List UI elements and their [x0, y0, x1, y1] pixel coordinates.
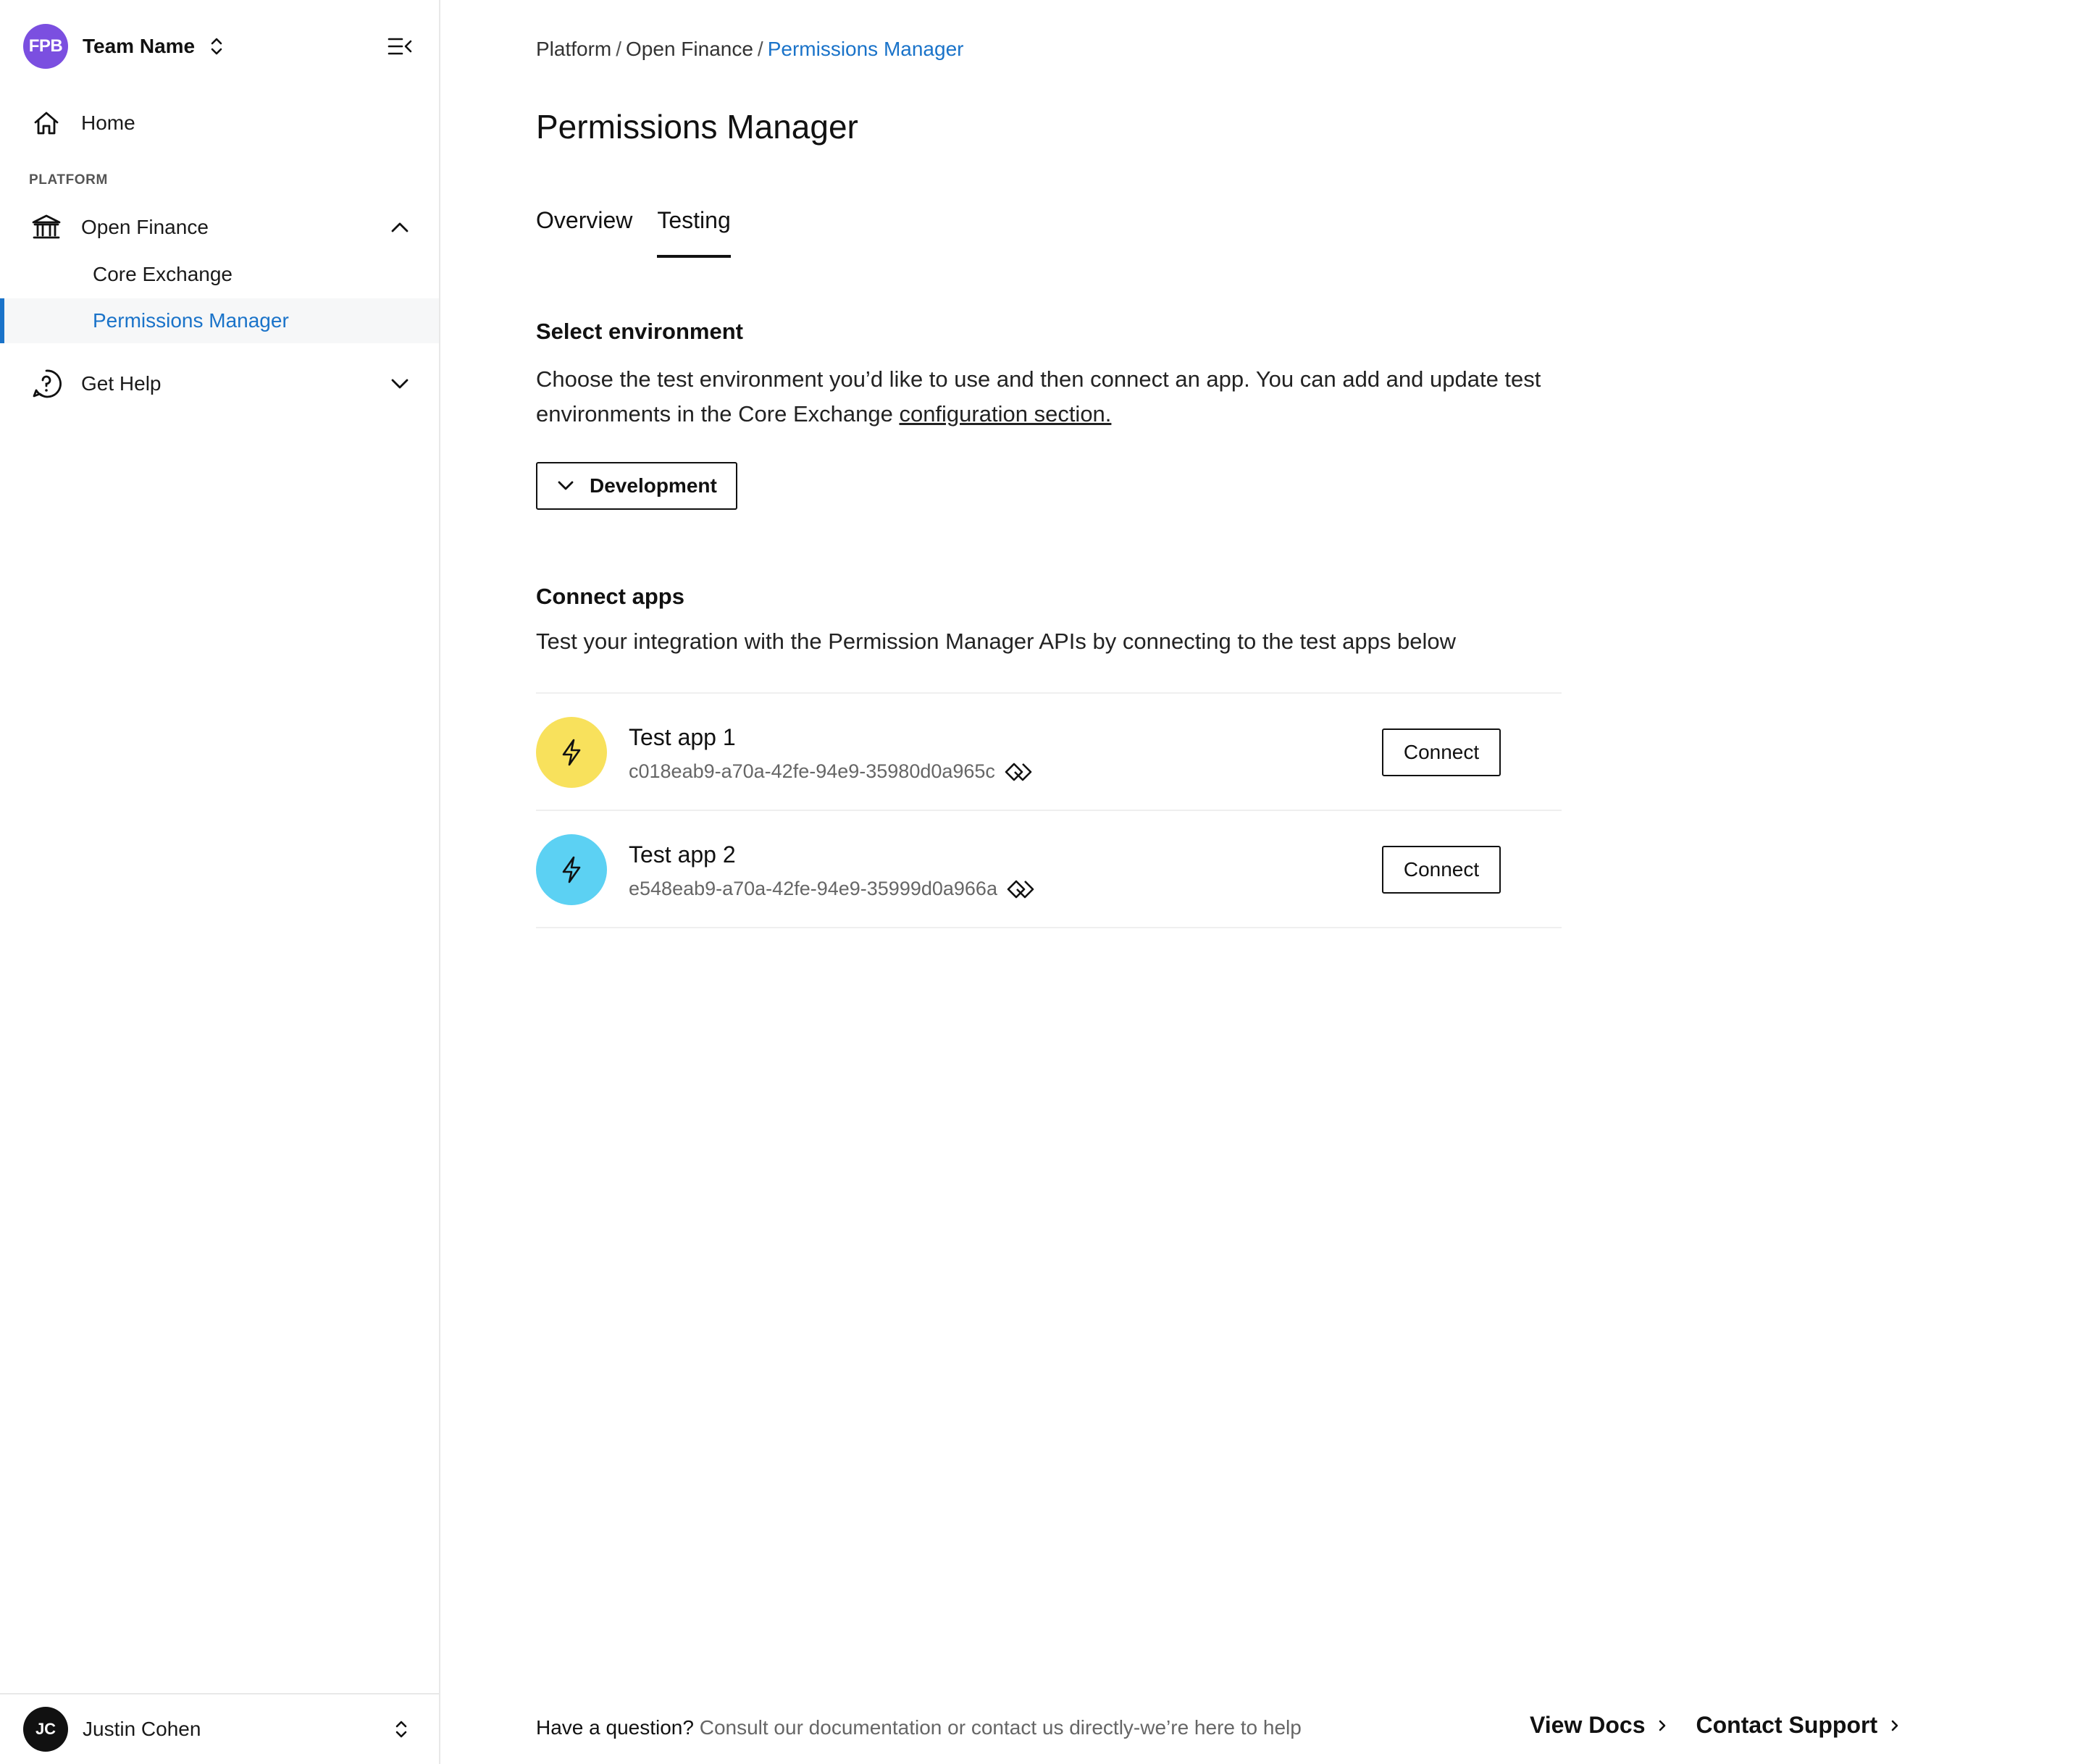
- environment-dropdown[interactable]: [536, 462, 737, 510]
- sidebar-item-label: Get Help: [81, 372, 162, 395]
- chevron-down-icon[interactable]: [388, 372, 411, 395]
- select-environment-description: [536, 362, 1550, 432]
- app-list: [536, 692, 1562, 928]
- tab-testing[interactable]: Testing: [657, 207, 730, 258]
- app-name: Test app 1: [629, 724, 736, 750]
- user-name: Justin Cohen: [83, 1718, 201, 1740]
- sidebar-item-label: Permissions Manager: [93, 309, 289, 332]
- select-environment-heading: Select environment: [536, 319, 743, 344]
- app-name: Test app 2: [629, 841, 736, 868]
- up-down-chevron-icon: [209, 34, 227, 59]
- tab-overview[interactable]: Overview: [536, 207, 633, 233]
- sidebar-item-label: Home: [81, 112, 135, 134]
- team-switcher[interactable]: [23, 23, 227, 70]
- sidebar-item-get-help[interactable]: [0, 361, 439, 407]
- help-icon: [30, 368, 62, 400]
- contact-support-link[interactable]: [1696, 1712, 1902, 1739]
- app-id: [629, 878, 1035, 900]
- list-item: [536, 694, 1562, 811]
- footer-links: [1530, 1712, 1928, 1739]
- sidebar-item-label: Core Exchange: [93, 263, 233, 285]
- section-label: PLATFORM: [29, 172, 108, 188]
- breadcrumb-platform[interactable]: Platform: [536, 38, 612, 60]
- copy-icon[interactable]: [1006, 878, 1035, 900]
- configuration-section-link[interactable]: configuration section.: [899, 401, 1112, 427]
- list-item: [536, 811, 1562, 928]
- chevron-down-icon: [556, 476, 575, 495]
- chevron-up-icon[interactable]: [388, 216, 411, 239]
- lightning-icon: [536, 717, 607, 788]
- app-id-text: e548eab9-a70a-42fe-94e9-35999d0a966a: [629, 878, 997, 899]
- connect-button[interactable]: Connect: [1382, 846, 1501, 894]
- sidebar: [0, 0, 440, 1764]
- sidebar-item-core-exchange[interactable]: [0, 252, 439, 297]
- footer-answer: Consult our documentation or contact us directly-we’re here to help: [699, 1716, 1302, 1739]
- sidebar-item-label: Open Finance: [81, 216, 209, 238]
- team-name: Team Name: [83, 35, 196, 57]
- breadcrumb-current: Permissions Manager: [767, 38, 964, 60]
- page-title: Permissions Manager: [536, 108, 858, 146]
- footer-help-text: [536, 1716, 1302, 1739]
- breadcrumb-open-finance[interactable]: Open Finance: [626, 38, 753, 60]
- collapse-sidebar-icon[interactable]: [387, 33, 413, 59]
- copy-icon[interactable]: [1004, 761, 1033, 783]
- breadcrumb-separator: /: [616, 38, 622, 60]
- view-docs-link[interactable]: [1530, 1712, 1670, 1739]
- footer-question: Have a question?: [536, 1716, 694, 1739]
- environment-selected-value: Development: [590, 474, 717, 497]
- breadcrumb-separator: /: [757, 38, 763, 60]
- chevron-right-icon: [1658, 1718, 1670, 1734]
- app-id: [629, 760, 1033, 783]
- description-text: Choose the test environment you’d like to use and then connect an app. You can add and update test environments in the Core Exchange: [536, 366, 1541, 427]
- tab-bar: [536, 207, 755, 258]
- view-docs-label: View Docs: [1530, 1712, 1646, 1738]
- home-icon: [30, 107, 62, 139]
- connect-apps-heading: Connect apps: [536, 584, 684, 609]
- main-content: [440, 0, 2086, 1764]
- connect-apps-description: Test your integration with the Permission Manager APIs by connecting to the test apps below: [536, 629, 1456, 654]
- breadcrumb: [536, 38, 963, 61]
- connect-button[interactable]: Connect: [1382, 728, 1501, 776]
- lightning-icon: [536, 834, 607, 905]
- user-menu[interactable]: [0, 1693, 439, 1764]
- sidebar-item-home[interactable]: [0, 100, 439, 146]
- contact-support-label: Contact Support: [1696, 1712, 1878, 1738]
- bank-icon: [30, 211, 62, 243]
- sidebar-item-open-finance[interactable]: [0, 204, 439, 251]
- avatar: JC: [23, 1707, 68, 1752]
- app-id-text: c018eab9-a70a-42fe-94e9-35980d0a965c: [629, 760, 995, 782]
- sidebar-item-permissions-manager[interactable]: [0, 298, 439, 343]
- team-avatar: FPB: [23, 24, 68, 69]
- chevron-right-icon: [1890, 1718, 1902, 1734]
- up-down-chevron-icon: [394, 1717, 411, 1742]
